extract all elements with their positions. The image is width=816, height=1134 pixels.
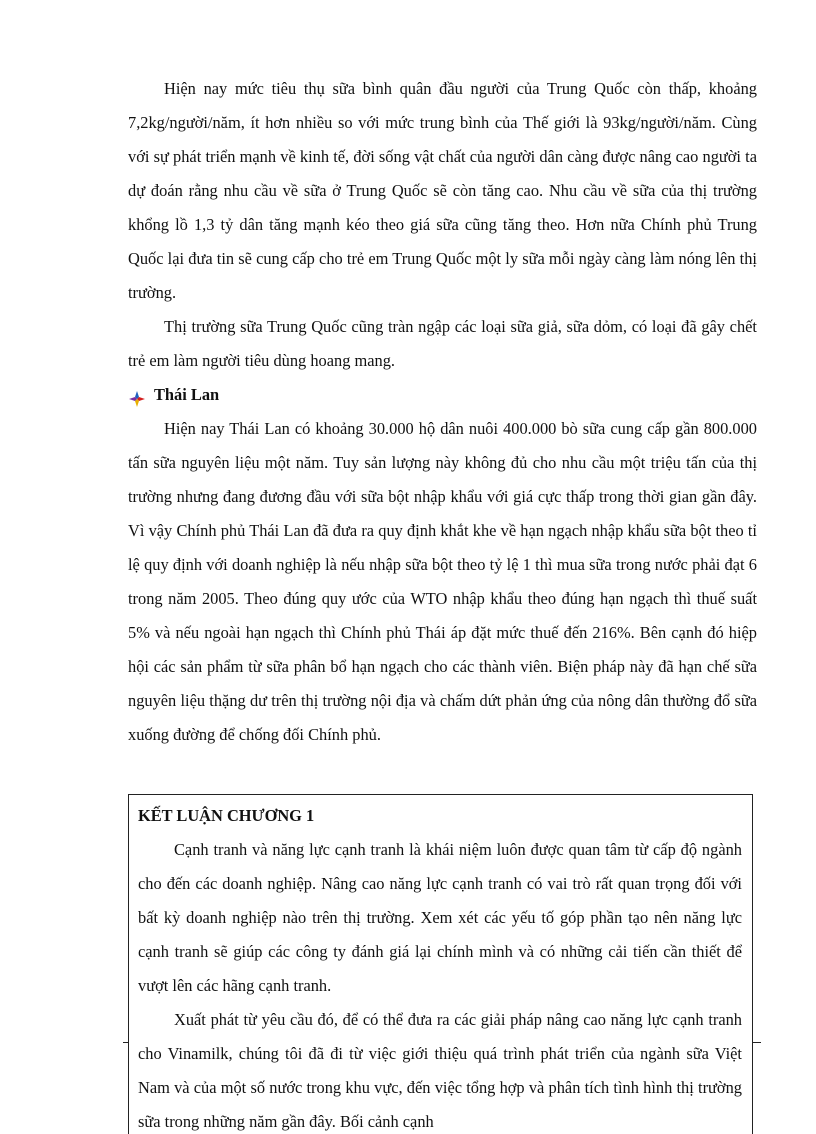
- paragraph-china-fake-milk: Thị trường sữa Trung Quốc cũng tràn ngập các loại sữa giả, sữa dỏm, có loại đã gây chết trẻ em làm người tiêu dùng hoang mang.: [128, 317, 757, 370]
- section-heading-thailand: [128, 378, 757, 412]
- box-edge-mark-right: [753, 1042, 761, 1043]
- conclusion-paragraph-1: Cạnh tranh và năng lực cạnh tranh là khái niệm luôn được quan tâm từ cấp độ ngành cho đến các doanh nghiệp. Nâng cao năng lực cạnh tranh có vai trò rất quan trọng đối với bất kỳ doanh nghiệp nào trên thị trường. Xem xét các yếu tố góp phần tạo nên năng lực cạnh tranh sẽ giúp các công ty đánh giá lại chính mình và có những cải tiến cần thiết để vượt lên các hãng cạnh tranh.: [138, 840, 742, 995]
- box-edge-mark-left: [123, 1042, 128, 1043]
- conclusion-box: [128, 794, 753, 1134]
- paragraph-china-consumption: Hiện nay mức tiêu thụ sữa bình quân đầu người của Trung Quốc còn thấp, khoảng 7,2kg/người/năm, ít hơn nhiều so với mức trung bình của Thế giới là 93kg/người/năm. Cùng với sự phát triển mạnh về kinh tế, đời sống vật chất của người dân càng được nâng cao người ta dự đoán rằng nhu cầu về sữa ở Trung Quốc sẽ còn tăng cao. Nhu cầu về sữa của thị trường khổng lồ 1,3 tỷ dân tăng mạnh kéo theo giá sữa cũng tăng theo. Hơn nữa Chính phủ Trung Quốc lại đưa tin sẽ cung cấp cho trẻ em Trung Quốc một ly sữa mỗi ngày càng làm nóng lên thị trường.: [128, 79, 757, 302]
- paragraph-thailand: Hiện nay Thái Lan có khoảng 30.000 hộ dân nuôi 400.000 bò sữa cung cấp gần 800.000 tấn sữa nguyên liệu một năm. Tuy sản lượng này không đủ cho nhu cầu một triệu tấn của thị trường nhưng đang đương đầu với sữa bột nhập khẩu với giá cực thấp trong thời gian gần đây. Vì vậy Chính phủ Thái Lan đã đưa ra quy định khắt khe về hạn ngạch nhập khẩu sữa bột theo tỉ lệ quy định với doanh nghiệp là nếu nhập sữa bột theo tỷ lệ 1 thì mua sữa trong nước phải đạt 6 trong năm 2005. Theo đúng quy ước của WTO nhập khẩu theo đúng hạn ngạch thì thuế suất 5% và nếu ngoài hạn ngạch thì Chính phủ Thái áp đặt mức thuế đến 216%. Bên cạnh đó hiệp hội các sản phẩm từ sữa phân bổ hạn ngạch cho các thành viên. Biện pháp này đã hạn chế sữa nguyên liệu thặng dư trên thị trường nội địa và chấm dứt phản ứng của nông dân thường đổ sữa xuống đường để chống đối Chính phủ.: [128, 419, 757, 744]
- conclusion-title: KẾT LUẬN CHƯƠNG 1: [138, 806, 315, 825]
- four-color-diamond-bullet-icon: [128, 386, 146, 404]
- document-body: [128, 72, 757, 752]
- conclusion-paragraph-2: Xuất phát từ yêu cầu đó, để có thể đưa ra các giải pháp nâng cao năng lực cạnh tranh cho Vinamilk, chúng tôi đã đi từ việc giới thiệu quá trình phát triển của ngành sữa Việt Nam và của một số nước trong khu vực, đến việc tổng hợp và phân tích tình hình thị trường sữa trong những năm gần đây. Bối cảnh cạnh: [138, 1010, 742, 1131]
- section-heading-label: Thái Lan: [154, 385, 220, 404]
